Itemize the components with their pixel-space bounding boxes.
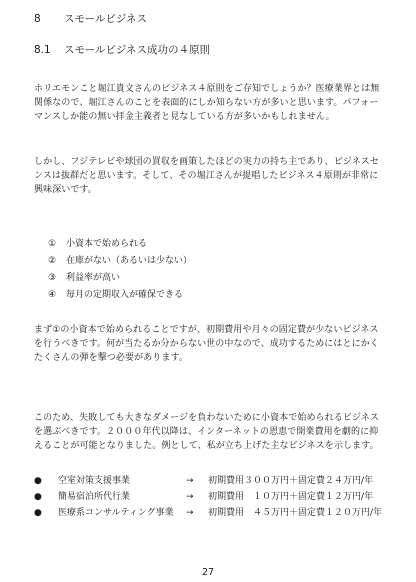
list-item bbox=[48, 253, 192, 270]
paragraph-background: しかし、フジテレビや球団の買収を画策したほどの実力の持ち主であり、ビジネスセンスは抜群だと思います。そして、その堀江さんが提唱したビジネス４原則が非常に興味深いです。 bbox=[34, 157, 379, 195]
list-item bbox=[34, 473, 382, 489]
arrow-right-icon: → bbox=[186, 476, 194, 486]
list-item bbox=[34, 505, 382, 521]
principle-text: 利益率が高い bbox=[66, 273, 121, 283]
chapter-heading bbox=[34, 11, 147, 26]
business-name: 簡易宿泊所代行業 bbox=[58, 492, 131, 502]
list-item bbox=[48, 236, 192, 253]
principle-mark: ④ bbox=[48, 290, 57, 300]
chapter-title: スモールビジネス bbox=[64, 13, 148, 25]
paragraph-examples: このため、失敗しても大きなダメージを負わないために小資本で始められるビジネスを選ぶべきです。２０００年代以降は、インターネットの恩恵で開業費用を劇的に抑えることが可能となりました。例として、私が立ち上げた主なビジネスを示します。 bbox=[34, 413, 379, 451]
section-number: 8.1 bbox=[34, 44, 51, 56]
arrow-right-icon: → bbox=[186, 508, 194, 518]
business-cost: 初期費用 ４５万円＋固定費１２０万円/年 bbox=[208, 508, 383, 518]
list-item bbox=[48, 270, 192, 287]
principle-text: 小資本で始められる bbox=[66, 239, 148, 249]
principle-text: 毎月の定期収入が確保できる bbox=[66, 290, 184, 300]
principle-text: 在庫がない（あるいは少ない） bbox=[66, 256, 193, 266]
chapter-number: 8 bbox=[34, 13, 41, 25]
principles-list bbox=[48, 236, 192, 304]
paragraph-small-capital: まず①の小資本で始められることですが、初期費用や月々の固定費が少ないビジネスを行うべきです。何が当たるか分からない世の中なので、成功するためにはとにかくたくさんの弾を撃つ必要があります。 bbox=[34, 325, 379, 363]
bullet-icon: ● bbox=[34, 508, 42, 518]
page-number: 27 bbox=[201, 567, 215, 578]
bullet-icon: ● bbox=[34, 476, 42, 486]
bullet-icon: ● bbox=[34, 492, 42, 502]
business-list bbox=[34, 473, 382, 521]
arrow-right-icon: → bbox=[186, 492, 194, 502]
principle-mark: ② bbox=[48, 256, 57, 266]
list-item bbox=[48, 287, 192, 304]
list-item bbox=[34, 489, 382, 505]
principle-mark: ③ bbox=[48, 273, 57, 283]
business-cost: 初期費用 １０万円＋固定費１２万円/年 bbox=[208, 492, 374, 502]
business-cost: 初期費用３００万円＋固定費２４万円/年 bbox=[208, 476, 374, 486]
business-name: 空室対策支援事業 bbox=[58, 476, 131, 486]
principle-mark: ① bbox=[48, 239, 57, 249]
section-title: スモールビジネス成功の４原則 bbox=[64, 44, 211, 56]
section-heading bbox=[34, 42, 210, 57]
paragraph-intro: ホリエモンこと堀江貴文さんのビジネス４原則をご存知でしょうか？医療業界とは無関係なので、堀江さんのことを表面的にしか知らない方が多いと思います。パフォーマンスしか能の無い拝金主義者と見なしている方が多いかもしれません。 bbox=[34, 84, 380, 122]
business-name: 医療系コンサルティング事業 bbox=[58, 508, 174, 518]
